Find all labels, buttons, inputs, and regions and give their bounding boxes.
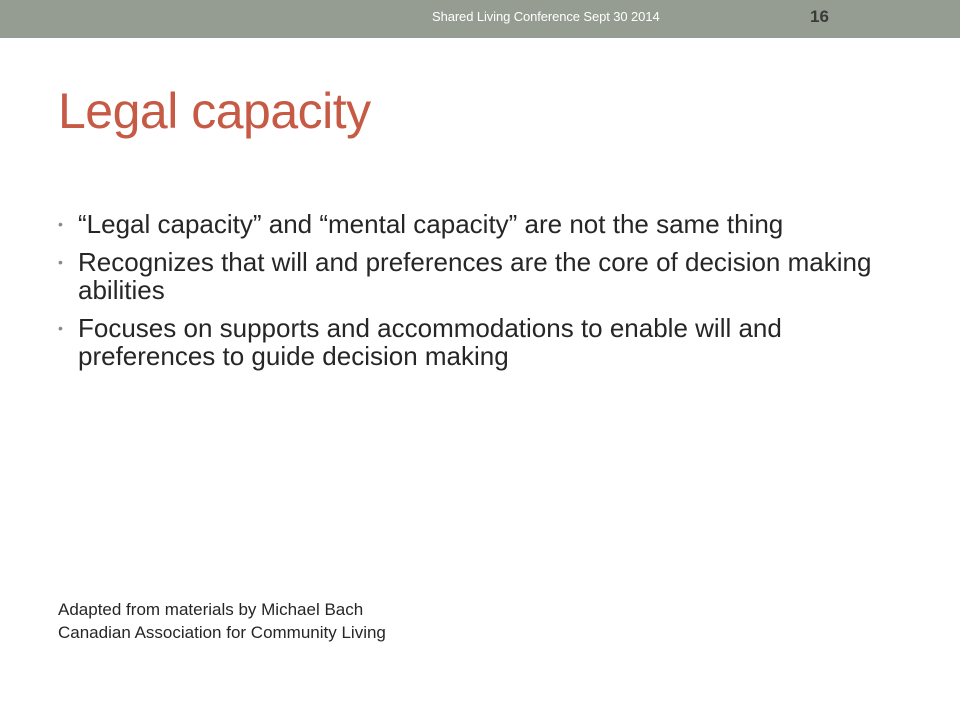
bullet-text: “Legal capacity” and “mental capacity” are not the same thing [78,209,784,239]
footer-text: Shared Living Conference Sept 30 2014 [432,9,660,24]
header-bar [0,0,960,38]
bullet-list [58,210,908,380]
bullet-item [58,314,908,370]
credit-line: Canadian Association for Community Living [58,623,386,642]
bullet-text: Focuses on supports and accommodations to enable will and preferences to guide decision making [78,313,782,371]
slide-number: 16 [810,7,829,26]
bullet-marker: • [58,216,63,232]
bullet-item [58,248,908,304]
credit-line: Adapted from materials by Michael Bach [58,600,364,619]
bullet-marker: • [58,254,63,270]
bullet-item [58,210,908,238]
bullet-marker: • [58,320,63,336]
credits [58,598,386,644]
slide-title: Legal capacity [58,83,371,139]
bullet-text: Recognizes that will and preferences are the core of decision making abilities [78,247,872,305]
